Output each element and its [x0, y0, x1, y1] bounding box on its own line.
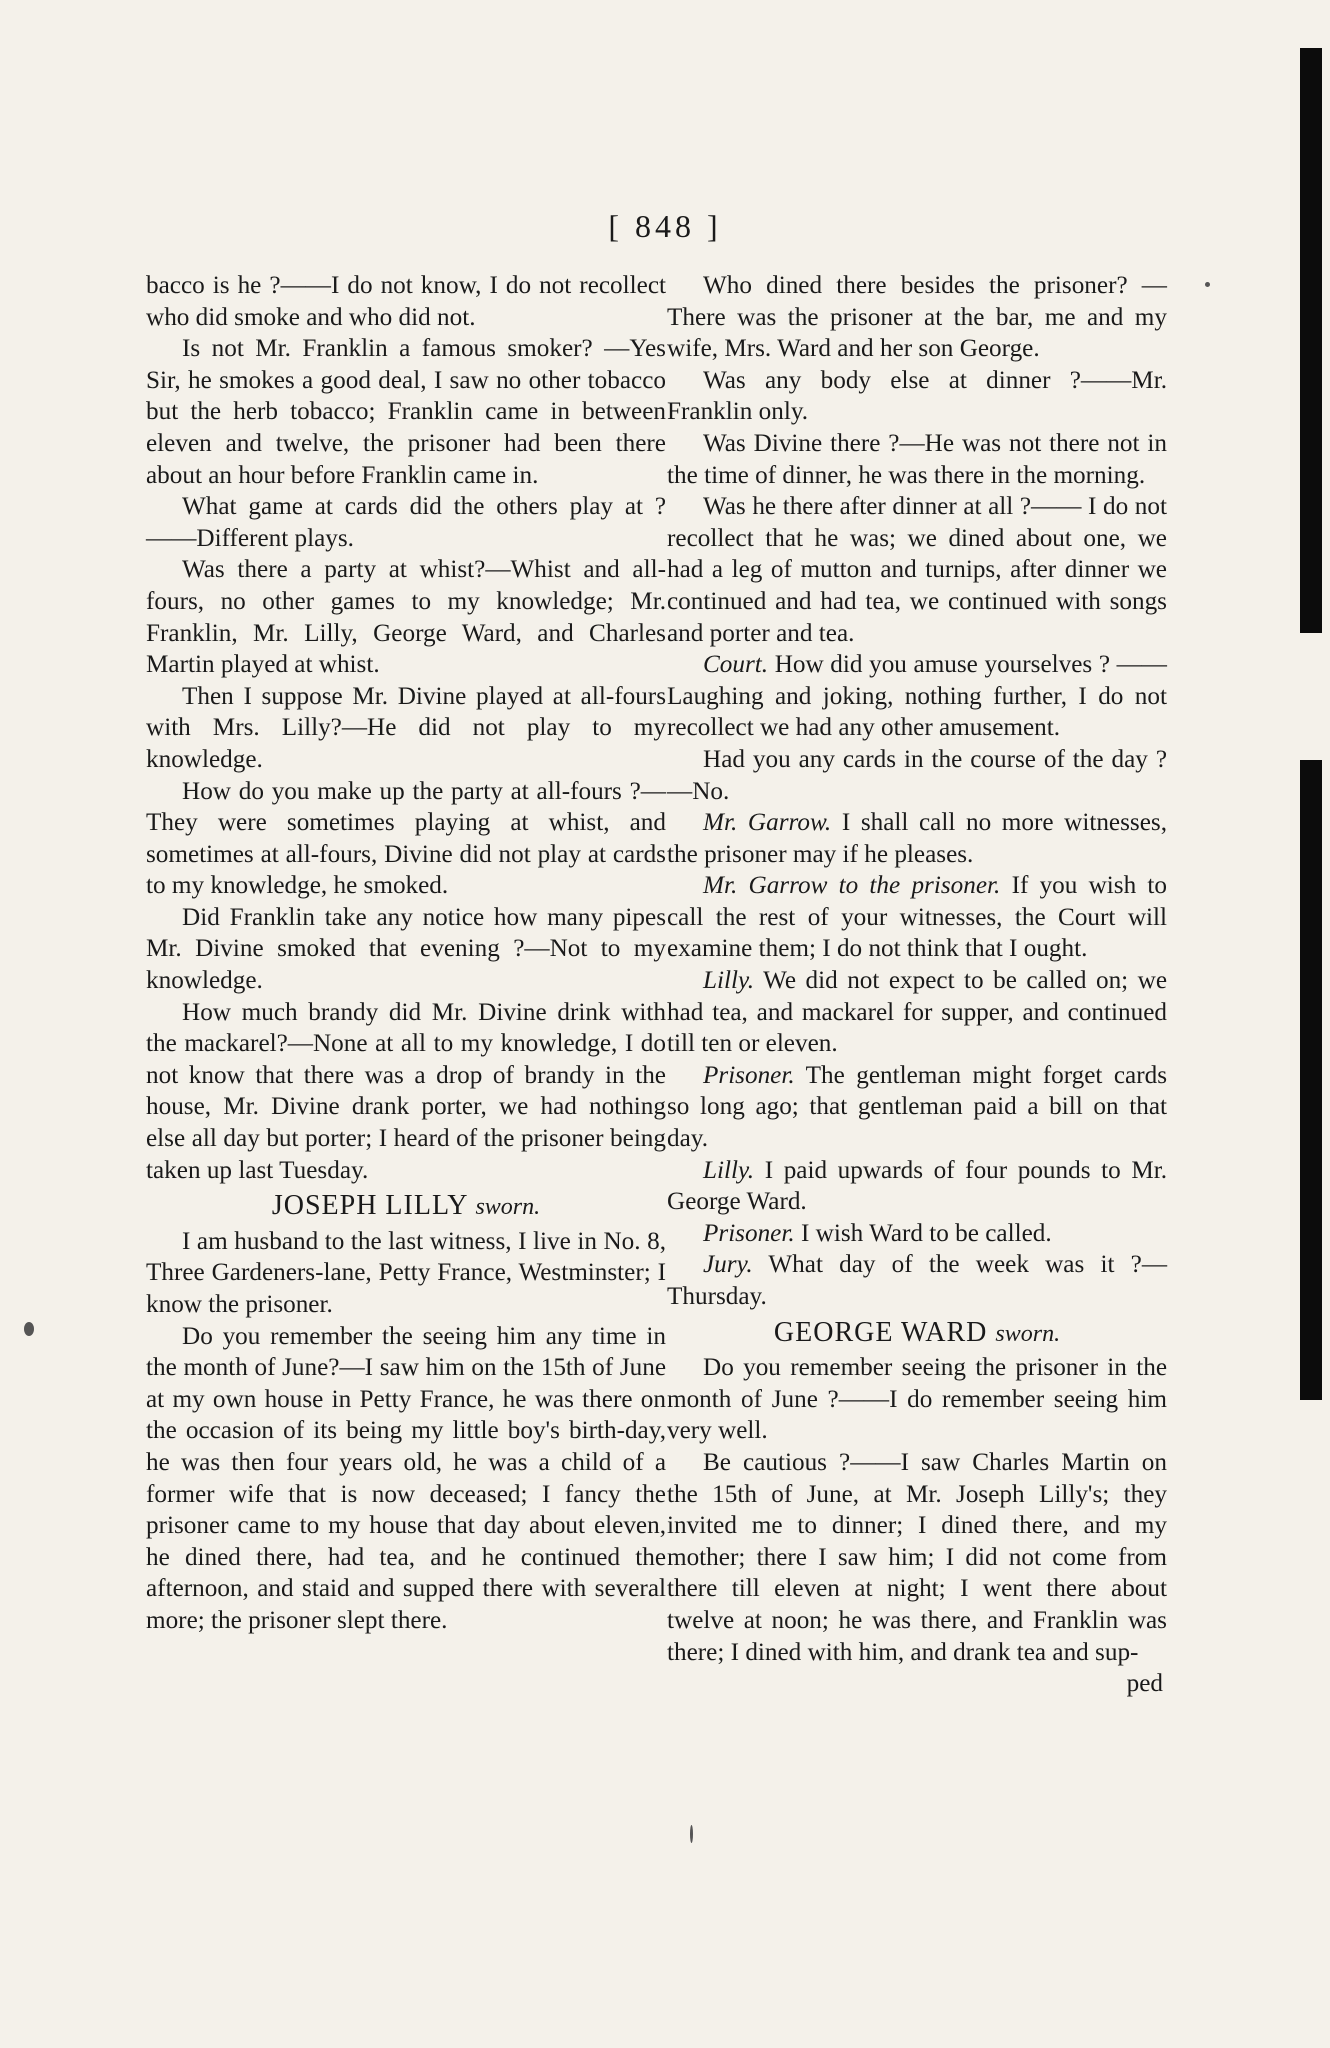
paragraph-text: Is not Mr. Franklin a famous smoker? —Yes Sir, he smokes a good deal, I saw no other tobacco but the herb tobacco; Franklin came in between eleven and twelve, the prisoner had been there about an hour before Franklin came in. — [146, 335, 666, 489]
speaker-label: Court. — [703, 651, 769, 679]
speaker-label: Prisoner. — [703, 1219, 795, 1247]
scan-edge-bar-bottom — [1300, 760, 1322, 1400]
paragraph-text: The gentleman might forget cards so long ago; that gentleman paid a bill on that day. — [667, 1061, 1167, 1153]
paragraph — [146, 1321, 666, 1637]
paragraph-text: How much brandy did Mr. Divine drink with the mackarel?—None at all to my knowledge, I do not know that there was a drop of brandy in the house, Mr. Divine drank porter, we had nothing else all day but porter; I heard of the prisoner being taken up last Tuesday. — [146, 998, 666, 1184]
speaker-label: Jury. — [703, 1251, 753, 1279]
paragraph-text: Who dined there besides the prisoner? —There was the prisoner at the bar, me and my wife, Mrs. Ward and her son George. — [667, 272, 1167, 363]
paragraph-text: Was any body else at dinner ?——Mr. Franklin only. — [667, 366, 1167, 426]
paragraph-text: Then I suppose Mr. Divine played at all-fours with Mrs. Lilly?—He did not play to my knowledge. — [146, 682, 666, 773]
paragraph — [667, 1155, 1167, 1218]
paragraph-text: If you wish to call the rest of your witnesses, the Court will examine them; I do not think that I ought. — [667, 872, 1168, 963]
paragraph-text: I shall call no more witnesses, the prisoner may if he pleases. — [667, 809, 1167, 868]
witness-name: JOSEPH LILLY — [271, 1190, 468, 1222]
paragraph — [667, 649, 1167, 744]
paragraph — [146, 491, 666, 554]
left-column — [146, 270, 666, 1637]
paragraph — [667, 965, 1167, 1060]
paragraph — [146, 333, 666, 491]
witness-name: GEORGE WARD — [773, 1316, 988, 1348]
right-column — [667, 270, 1167, 1700]
paragraph — [667, 1218, 1167, 1250]
catchword — [667, 1668, 1167, 1700]
paragraph-text: We did not expect to be called on; we had tea, and mackarel for supper, and continued till ten or eleven. — [667, 967, 1168, 1058]
sworn-label: sworn. — [475, 1194, 541, 1221]
paragraph-text: Do you remember seeing the prisoner in the month of June ?——I do remember seeing him very well. — [667, 1354, 1167, 1445]
paragraph — [146, 554, 666, 680]
paragraph-text: How do you make up the party at all-fours ?—They were sometimes playing at whist, and sometimes at all-fours, Divine did not play at cards to my knowledge, he smoked. — [146, 777, 666, 900]
paragraph-text: ped — [1126, 1670, 1163, 1698]
scan-speck — [1205, 282, 1210, 287]
paragraph-text: I paid upwards of four pounds to Mr. George Ward. — [667, 1156, 1168, 1216]
scan-speck — [690, 1825, 693, 1843]
paragraph-text: What game at cards did the others play at ?——Different plays. — [146, 493, 666, 552]
paragraph-text: Do you remember the seeing him any time in the month of June?—I saw him on the 15th of June at my own house in Petty France, he was there on the occasion of its being my little boy's birth-day, he was then four years old, he was a child of a former wife that is now deceased; I fancy the prisoner came to my house that day about eleven, he dined there, had tea, and he continued the afternoon, and staid and supped there with several more; the prisoner slept there. — [146, 1322, 666, 1634]
paragraph — [146, 776, 666, 902]
paragraph-text: Was Divine there ?—He was not there not in the time of dinner, he was there in the morning. — [667, 429, 1167, 489]
paragraph — [146, 681, 666, 776]
paragraph — [146, 997, 666, 1187]
witness-heading — [667, 1317, 1167, 1351]
paragraph — [667, 365, 1167, 428]
page-number: [ 848 ] — [608, 208, 722, 244]
scan-speck — [24, 1322, 34, 1336]
speaker-label: Lilly. — [703, 1156, 755, 1184]
paragraph — [146, 902, 666, 997]
paragraph-text: Did Franklin take any notice how many pipes Mr. Divine smoked that evening ?—Not to my knowledge. — [146, 903, 666, 995]
paragraph — [667, 1249, 1167, 1312]
paragraph — [667, 270, 1167, 365]
speaker-label: Mr. Garrow to the prisoner. — [703, 872, 1001, 900]
paragraph-text: Was there a party at whist?—Whist and all-fours, no other games to my knowledge; Mr. Franklin, Mr. Lilly, George Ward, and Charles Martin played at whist. — [146, 556, 666, 679]
paragraph-text: How did you amuse yourselves ? ——Laughing and joking, nothing further, I do not recollect we had any other amusement. — [667, 651, 1167, 742]
paragraph — [146, 270, 666, 333]
scan-edge-bar-top — [1300, 48, 1322, 633]
paragraph — [667, 1447, 1167, 1668]
paragraph — [146, 1226, 666, 1321]
speaker-label: Lilly. — [703, 967, 755, 995]
paragraph — [667, 428, 1167, 491]
speaker-label: Mr. Garrow. — [703, 809, 832, 837]
sworn-label: sworn. — [995, 1320, 1061, 1347]
paragraph — [667, 1060, 1167, 1155]
paragraph-text: Was he there after dinner at all ?—— I do not recollect that he was; we dined about one, we had a leg of mutton and turnips, after dinner we continued and had tea, we continued with songs and porter and tea. — [667, 493, 1167, 647]
paragraph — [667, 807, 1167, 870]
paragraph-text: Had you any cards in the course of the day ?—No. — [667, 745, 1167, 805]
paragraph-text: I wish Ward to be called. — [800, 1219, 1052, 1247]
paragraph-text: Be cautious ?——I saw Charles Martin on the 15th of June, at Mr. Joseph Lilly's; they invited me to dinner; I dined there, and my mother; there I saw him; I did not come from there till eleven at night; I went there about twelve at noon; he was there, and Franklin was there; I dined with him, and drank tea and sup- — [667, 1448, 1167, 1666]
paragraph — [667, 1352, 1167, 1447]
paragraph-text: What day of the week was it ?— Thursday. — [667, 1251, 1168, 1310]
paragraph — [667, 870, 1167, 965]
paragraph — [667, 744, 1167, 807]
paragraph-text: I am husband to the last witness, I live in No. 8, Three Gardeners-lane, Petty France, Westminster; I know the prisoner. — [146, 1227, 666, 1318]
paragraph — [667, 491, 1167, 649]
speaker-label: Prisoner. — [703, 1061, 795, 1089]
paragraph-text: bacco is he ?——I do not know, I do not recollect who did smoke and who did not. — [146, 272, 666, 331]
witness-heading — [146, 1190, 666, 1224]
